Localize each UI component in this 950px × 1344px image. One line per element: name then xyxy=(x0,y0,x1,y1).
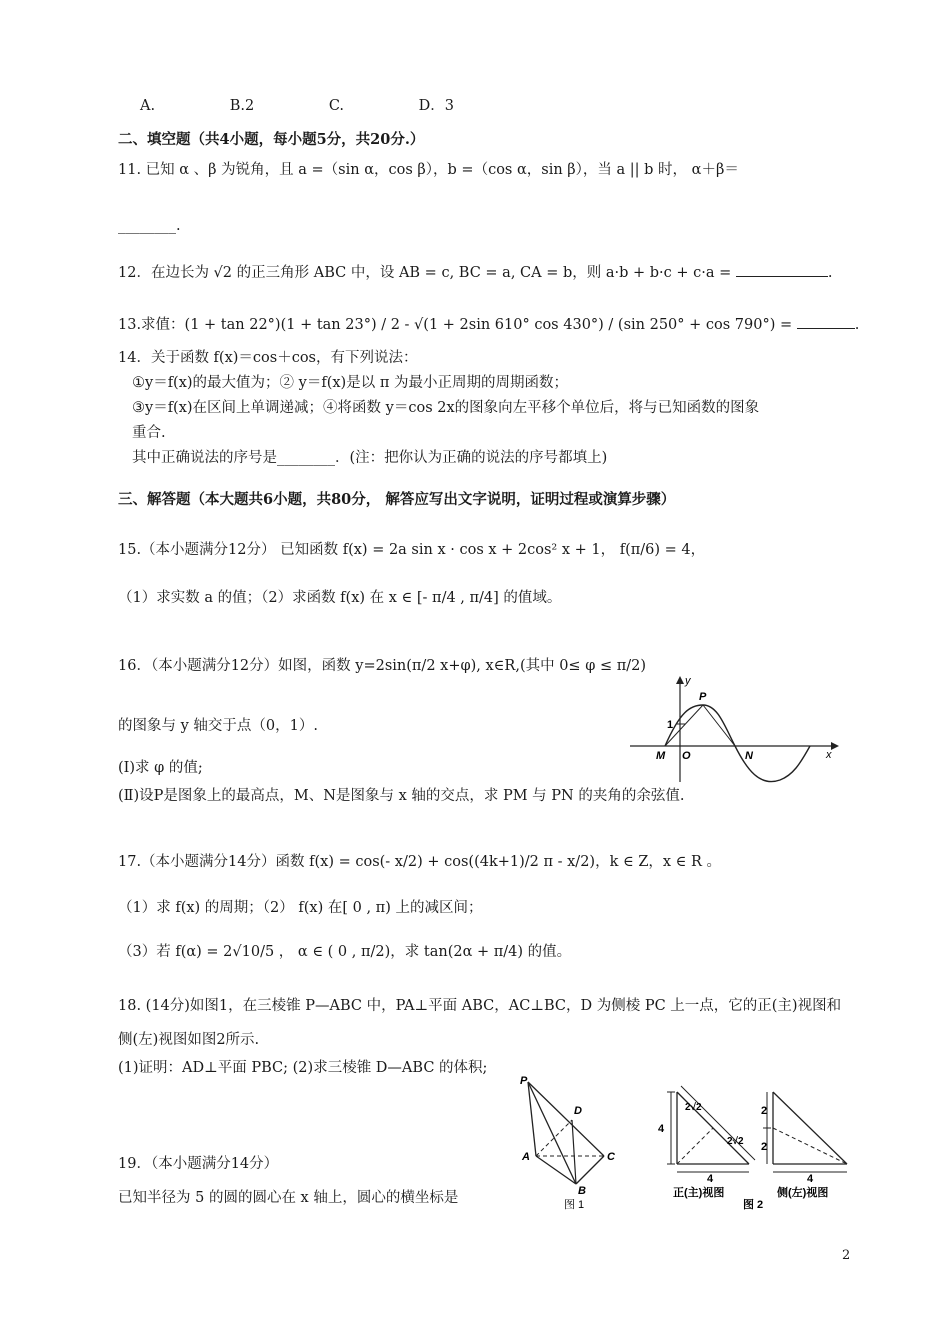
choice-a: A. xyxy=(140,98,156,114)
choices-row xyxy=(140,96,524,116)
label-d: D xyxy=(574,1105,582,1117)
point-m-label: M xyxy=(656,750,666,762)
question-16-line4: (Ⅱ)设P是图象上的最高点，M、N是图象与 x 轴的交点，求 PM 与 PN 的夹角的余弦值. xyxy=(118,788,685,804)
segment-db xyxy=(572,1120,576,1184)
question-18-line3: (1)证明：AD⊥平面 PBC; (2)求三棱锥 D—ABC 的体积; xyxy=(118,1060,488,1076)
question-15-line1: 15.（本小题满分12分） 已知函数 f(x) = 2a sin x · cos x + 2cos² x + 1， f(π/6) = 4， xyxy=(118,542,706,558)
q14-statement-4: 其中正确说法的序号是________．(注：把你认为正确的说法的序号都填上) xyxy=(132,450,608,466)
choice-b: B.2 xyxy=(229,98,255,114)
label-b: B xyxy=(578,1185,586,1197)
segment-pn xyxy=(703,705,735,746)
question-12: 12．在边长为 √2 的正三角形 ABC 中，设 AB = c, BC = a, CA = b，则 a·b + b·c + c·a = . xyxy=(118,262,833,283)
question-18-line2: 侧(左)视图如图2所示. xyxy=(118,1032,260,1048)
edge-bc xyxy=(576,1156,604,1184)
side-width-label: 4 xyxy=(807,1173,814,1185)
q13-text: 13.求值：(1 + tan 22°)(1 + tan 23°) / 2 - √(1 + 2sin 610° cos 430°) / (sin 250° + cos 790°) = xyxy=(118,317,793,333)
question-17-line2: （1）求 f(x) 的周期；（2） f(x) 在[ 0 , π) 上的减区间； xyxy=(118,900,483,916)
label-c: C xyxy=(607,1151,615,1163)
choice-c: C. xyxy=(328,98,344,114)
q14-statement-2: ③y＝f(x)在区间上单调递减；④将函数 y＝cos 2x的图象向左平移个单位后，将与已知函数的图象 xyxy=(132,400,760,416)
three-view-figure-2 xyxy=(655,1082,855,1212)
question-19-line2: 已知半径为 5 的圆的圆心在 x 轴上，圆心的横坐标是 xyxy=(118,1190,459,1206)
x-axis-label: x xyxy=(826,749,832,761)
question-17-line1: 17.（本小题满分14分）函数 f(x) = cos(- x/2) + cos((4k+1)/2 π - x/2)，k ∈ Z，x ∈ R 。 xyxy=(118,854,722,870)
side-lower-height-label: 2 xyxy=(761,1141,768,1153)
sine-graph-figure xyxy=(625,672,840,784)
q14-statement-1: ①y＝f(x)的最大值为；② y＝f(x)是以 π 为最小正周期的周期函数； xyxy=(132,375,568,391)
question-16-line3: (Ⅰ)求 φ 的值; xyxy=(118,760,203,776)
pyramid-figure-1 xyxy=(514,1074,614,1212)
edge-pa xyxy=(528,1082,536,1156)
question-19-line1: 19．（本小题满分14分） xyxy=(118,1156,279,1172)
question-17-line3: （3）若 f(α) = 2√10/5 ， α ∈ ( 0 , π/2)，求 tan(2α + π/4) 的值。 xyxy=(118,944,572,960)
label-a: A xyxy=(522,1151,530,1163)
y-axis-arrow xyxy=(676,676,684,684)
q11-blank: ________. xyxy=(118,218,181,234)
y-axis-label: y xyxy=(685,675,691,687)
question-14-intro: 14．关于函数 f(x)＝cos＋cos，有下列说法： xyxy=(118,350,418,366)
point-p-label: P xyxy=(699,691,707,703)
question-11: 11. 已知 α 、β 为锐角，且 a =（sin α，cos β），b =（cos α，sin β），当 a || b 时， α＋β＝ xyxy=(118,162,739,178)
q14-statement-3: 重合. xyxy=(132,425,166,441)
point-n-label: N xyxy=(745,750,753,762)
front-view-caption: 正(主)视图 xyxy=(673,1187,725,1199)
page-number: 2 xyxy=(842,1248,851,1263)
q12-answer-line xyxy=(736,262,828,277)
edge-pb xyxy=(528,1082,576,1184)
tick-label-1: 1 xyxy=(667,719,674,731)
section2-heading: 二、填空题（共4小题，每小题5分，共20分.） xyxy=(118,131,425,148)
front-slant-label-upper: 2√2 xyxy=(685,1102,702,1113)
fig2-caption: 图 2 xyxy=(743,1199,764,1211)
question-16-line1: 16．（本小题满分12分）如图，函数 y=2sin(π/2 x+φ), x∈R,(其中 0≤ φ ≤ π/2) xyxy=(118,658,647,674)
side-hypotenuse xyxy=(773,1092,847,1164)
question-15-line2: （1）求实数 a 的值；（2）求函数 f(x) 在 x ∈ [- π/4 , π/4] 的值域。 xyxy=(118,590,562,606)
label-p: P xyxy=(520,1075,528,1087)
question-18-line1: 18. (14分)如图1，在三棱锥 P—ABC 中，PA⊥平面 ABC，AC⊥BC，D 为侧棱 PC 上一点，它的正(主)视图和 xyxy=(118,998,842,1014)
origin-label: O xyxy=(682,750,691,762)
sine-curve xyxy=(665,705,810,782)
question-16-line2: 的图象与 y 轴交于点（0，1）. xyxy=(118,718,318,734)
edge-pc xyxy=(528,1082,604,1156)
front-height-label: 4 xyxy=(658,1123,665,1135)
q13-answer-line xyxy=(797,314,855,329)
side-upper-height-label: 2 xyxy=(761,1105,768,1117)
x-axis-arrow xyxy=(831,742,839,750)
front-slant-label-lower: 2√2 xyxy=(727,1136,744,1147)
fig1-caption: 图 1 xyxy=(564,1199,585,1211)
q12-text: 12．在边长为 √2 的正三角形 ABC 中，设 AB = c, BC = a, CA = b，则 a·b + b·c + c·a = xyxy=(118,265,732,281)
front-dashed-line xyxy=(677,1128,713,1164)
side-view-caption: 侧(左)视图 xyxy=(777,1187,829,1199)
side-dashed-line xyxy=(773,1128,847,1164)
choice-d: D．3 xyxy=(418,98,454,114)
front-width-label: 4 xyxy=(707,1173,714,1185)
question-13: 13.求值：(1 + tan 22°)(1 + tan 23°) / 2 - √(1 + 2sin 610° cos 430°) / (sin 250° + cos 790°) = . xyxy=(118,314,859,335)
section3-heading: 三、解答题（本大题共6小题，共80分， 解答应写出文字说明，证明过程或演算步骤） xyxy=(118,491,676,508)
